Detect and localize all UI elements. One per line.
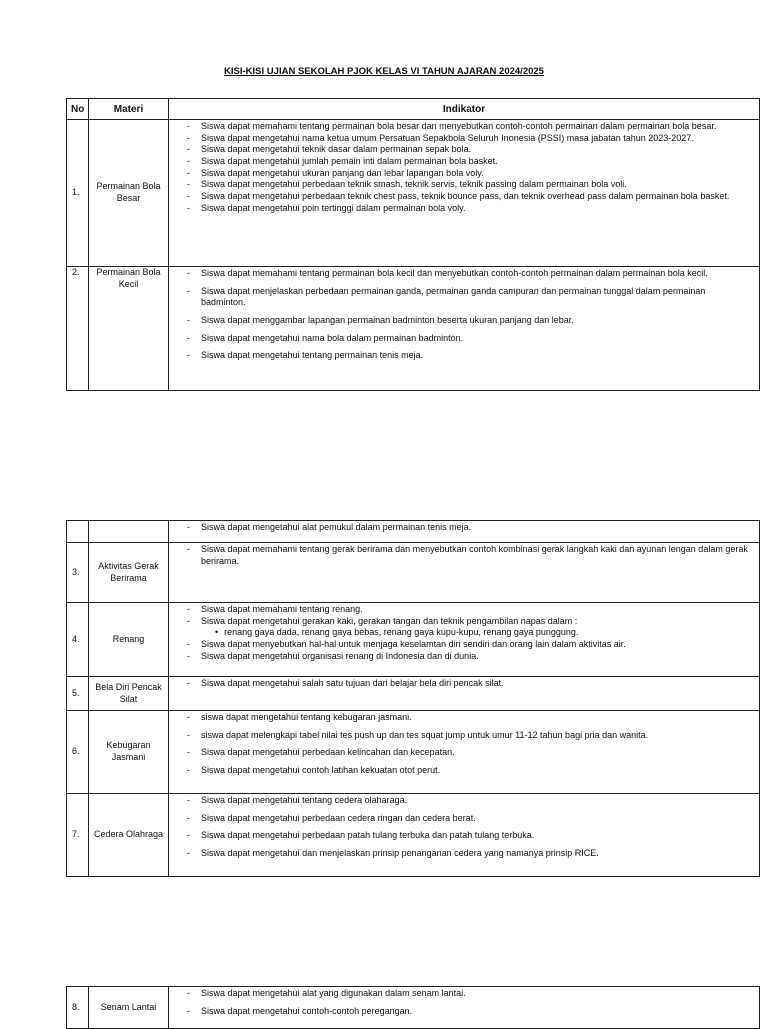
indicator-table-2 — [66, 520, 760, 877]
row-indikator — [169, 267, 760, 391]
table-row — [67, 794, 760, 877]
indikator-item: - Siswa dapat mengetahui nama ketua umum Persatuan Sepakbola Seluruh Inonesia (PSSI) masa jabatan tahun 2023-2027. — [187, 133, 751, 145]
indikator-item: - Siswa dapat mengetahui tentang cedera olaharaga. — [187, 795, 751, 807]
row-indikator — [169, 794, 760, 877]
indikator-list — [187, 522, 751, 534]
row-indikator — [169, 120, 760, 267]
row-materi: Renang — [89, 603, 169, 677]
indikator-item: - Siswa dapat mengetahui tentang permainan tenis meja. — [187, 350, 751, 362]
row-materi: Permainan Bola Kecil — [89, 267, 169, 391]
sub-list — [187, 627, 751, 639]
row-number: 7. — [67, 794, 89, 877]
indikator-item: - Siswa dapat mengetahui contoh latihan kekuatan otot perut. — [187, 765, 751, 777]
table-row — [67, 711, 760, 794]
indikator-item: - Siswa dapat mengetahui dan menjelaskan prinsip penanganan cedera yang namanya prinsip RICE. — [187, 848, 751, 860]
sub-list-item — [215, 627, 751, 639]
indikator-item: - Siswa dapat mengetahui jumlah pemain inti dalam permainan bola basket. — [187, 156, 751, 168]
row-materi: Bela Diri Pencak Silat — [89, 677, 169, 711]
indikator-item: - Siswa dapat memahami tentang permainan bola besar dan menyebutkan contoh-contoh permainan dalam permainan bola besar. — [187, 121, 751, 133]
indikator-list — [187, 712, 751, 777]
indikator-item: - Siswa dapat memahami tentang renang. — [187, 604, 751, 616]
indikator-item: - siswa dapat mengetahui tentang kebugaran jasmani. — [187, 712, 751, 724]
table-row — [67, 543, 760, 603]
document-title: KISI-KISI UJIAN SEKOLAH PJOK KELAS VI TAHUN AJARAN 2024/2025 — [224, 66, 544, 77]
indikator-item: - Siswa dapat mengetahui perbedaan patah tulang terbuka dan patah tulang terbuka. — [187, 830, 751, 842]
indikator-item: - Siswa dapat mengetahui ukuran panjang dan lebar lapangan bola voly. — [187, 168, 751, 180]
table-header-row — [67, 99, 760, 120]
row-indikator — [169, 603, 760, 677]
indikator-item: - Siswa dapat mengetahui teknik dasar dalam permainan sepak bola. — [187, 144, 751, 156]
row-materi: Aktivitas Gerak Berirama — [89, 543, 169, 603]
indikator-list — [187, 795, 751, 860]
row-materi: Kebugaran Jasmani — [89, 711, 169, 794]
table-row — [67, 267, 760, 391]
table-row — [67, 987, 760, 1029]
indikator-item: - Siswa dapat menggambar lapangan permainan badminton beserta ukuran panjang dan lebar. — [187, 315, 751, 327]
row-number: 2. — [67, 267, 89, 391]
header-materi: Materi — [89, 99, 169, 120]
bullet-icon: • — [215, 627, 219, 638]
indikator-item: - Siswa dapat mengetahui poin tertinggi dalam permainan bola voly. — [187, 203, 751, 215]
indikator-list — [187, 639, 751, 662]
indikator-item: - Siswa dapat mengetahui perbedaan teknik chest pass, teknik bounce pass, dan teknik overhead pass dalam permainan bola basket. — [187, 191, 751, 203]
indicator-table-3 — [66, 986, 760, 1029]
row-materi: Cedera Olahraga — [89, 794, 169, 877]
row-indikator — [169, 711, 760, 794]
indikator-list — [187, 268, 751, 362]
row-number: 3. — [67, 543, 89, 603]
row-materi: Permainan Bola Besar — [89, 120, 169, 267]
indikator-list — [187, 678, 751, 690]
row-materi: Senam Lantai — [89, 987, 169, 1029]
row-indikator — [169, 521, 760, 543]
indikator-item: - Siswa dapat mengetahui alat yang digunakan dalam senam lantai. — [187, 988, 751, 1000]
indikator-item: - Siswa dapat mengetahui alat pemukul dalam permainan tenis meja. — [187, 522, 751, 534]
indikator-item: - Siswa dapat menjelaskan perbedaan permainan ganda, permainan ganda campuran dan permainan tunggal dalam permainan badminton. — [187, 286, 751, 309]
indikator-list — [187, 121, 751, 215]
header-no: No — [67, 99, 89, 120]
indikator-item: - siswa dapat melengkapi tabel nilai tes push up dan tes squat jump untuk umur 11-12 tahun bagi pria dan wanita. — [187, 730, 751, 742]
indikator-list — [187, 988, 751, 1017]
row-indikator — [169, 987, 760, 1029]
sub-item-text: renang gaya dada, renang gaya bebas, renang gaya kupu-kupu, renang gaya punggung. — [224, 627, 579, 638]
indikator-item: - Siswa dapat mengetahui contoh-contoh peregangan. — [187, 1006, 751, 1018]
row-number: 5. — [67, 677, 89, 711]
header-indikator: Indikator — [169, 99, 760, 120]
row-number: 4. — [67, 603, 89, 677]
indikator-item: - Siswa dapat mengetahui nama bola dalam permainan badminton. — [187, 333, 751, 345]
table-row — [67, 677, 760, 711]
indikator-item: - Siswa dapat mengetahui organisasi renang di Indonesia dan di dunia. — [187, 651, 751, 663]
row-indikator — [169, 543, 760, 603]
table-row — [67, 603, 760, 677]
indikator-item: - Siswa dapat mengetahui gerakan kaki, gerakan tangan dan teknik pengambilan napas dalam : — [187, 616, 751, 628]
indikator-item: - Siswa dapat mengetahui salah satu tujuan dari belajar bela diri pencak silat. — [187, 678, 751, 690]
indikator-item: - Siswa dapat menyebutkan hal-hal untuk menjaga keselamtan diri sendiri dan orang lain dalam aktivitas air. — [187, 639, 751, 651]
row-indikator — [169, 677, 760, 711]
table-row — [67, 521, 760, 543]
table-row — [67, 120, 760, 267]
indikator-item: - Siswa dapat mengetahui perbedaan kelincahan dan kecepatan. — [187, 747, 751, 759]
row-number: 1. — [67, 120, 89, 267]
indikator-item: - Siswa dapat mengetahui perbedaan cedera ringan dan cedera berat. — [187, 813, 751, 825]
row-number: 6. — [67, 711, 89, 794]
row-materi — [89, 521, 169, 543]
indicator-table-1 — [66, 98, 760, 391]
indikator-list — [187, 604, 751, 627]
row-number: 8. — [67, 987, 89, 1029]
indikator-list — [187, 544, 751, 567]
row-number — [67, 521, 89, 543]
indikator-item: - Siswa dapat memahami tentang permainan bola kecil dan menyebutkan contoh-contoh permainan dalam permainan bola kecil. — [187, 268, 751, 280]
indikator-item: - Siswa dapat mengetahui perbedaan teknik smash, teknik servis, teknik passing dalam permainan bola voli. — [187, 179, 751, 191]
indikator-item: - Siswa dapat memahami tentang gerak berirama dan menyebutkan contoh kombinasi gerak langkah kaki dan ayunan lengan dalam gerak berirama. — [187, 544, 751, 567]
